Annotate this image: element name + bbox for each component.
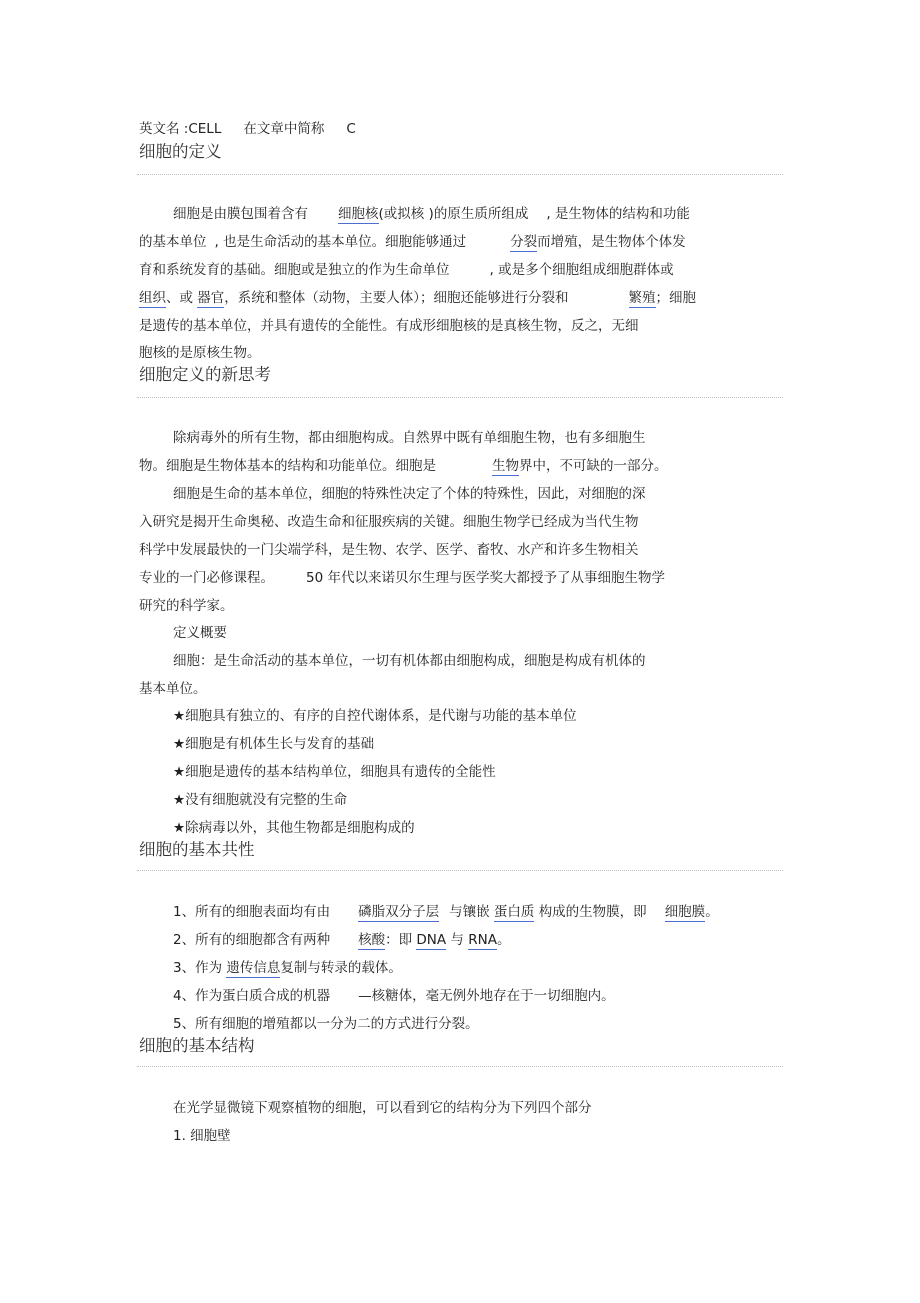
list-item: 5、所有细胞的增殖都以一分为二的方式进行分裂。: [173, 1016, 479, 1032]
divider: [137, 870, 783, 871]
paragraph-line: 在光学显微镜下观察植物的细胞，可以看到它的结构分为下列四个部分: [173, 1100, 592, 1116]
list-item: [173, 959, 402, 977]
paragraph-line: [173, 205, 690, 223]
star-item: ★没有细胞就没有完整的生命: [173, 792, 348, 808]
text: 构成的生物膜，即: [538, 904, 647, 920]
text: (或拟核 )的原生质所组成: [378, 206, 529, 222]
link-tissue[interactable]: 组织: [139, 290, 166, 306]
link-nucleus[interactable]: 细胞核: [338, 206, 379, 222]
subheading: 定义概要: [173, 625, 227, 641]
divider: [137, 174, 783, 175]
list-item: [173, 987, 615, 1005]
text: 与镶嵌: [449, 904, 490, 920]
name-line: [139, 120, 356, 138]
link-nucleic-acid[interactable]: 核酸: [358, 932, 386, 948]
paragraph-line: 基本单位。: [139, 681, 207, 697]
text: 与: [450, 932, 464, 948]
english-name: 英文名 :CELL: [139, 121, 222, 137]
text: , 或是多个细胞组成细胞群体或: [489, 262, 674, 278]
link-protein[interactable]: 蛋白质: [493, 904, 535, 920]
link-organ[interactable]: 器官: [197, 290, 225, 306]
text: 育和系统发育的基础。细胞或是独立的作为生命单位: [139, 262, 450, 278]
paragraph-line: 细胞：是生命活动的基本单位，一切有机体都由细胞构成，细胞是构成有机体的: [173, 653, 646, 669]
text: ：即: [385, 932, 413, 948]
text: 复制与转录的载体。: [280, 960, 402, 976]
text: ，系统和整体（动物，主要人体）；细胞还能够进行分裂和: [224, 290, 569, 306]
text: 50 年代以来诺贝尔生理与医学奖大都授予了从事细胞生物学: [306, 570, 665, 586]
divider: [137, 1066, 783, 1067]
paragraph-line: 除病毒外的所有生物，都由细胞构成。自然界中既有单细胞生物，也有多细胞生: [173, 430, 646, 446]
text: 细胞是由膜包围着含有: [173, 206, 308, 222]
section-heading: 细胞的基本共性: [139, 840, 255, 859]
paragraph-line: [139, 457, 668, 475]
list-item: [173, 931, 510, 949]
paragraph-line: [139, 569, 665, 587]
star-item: ★细胞是有机体生长与发育的基础: [173, 736, 375, 752]
text: —核糖体，毫无例外地存在于一切细胞内。: [358, 988, 615, 1004]
list-item: [173, 903, 719, 921]
text: ；细胞: [655, 290, 697, 306]
paragraph-line: [139, 261, 674, 279]
text: 。: [705, 904, 719, 920]
text: 的基本单位: [139, 234, 207, 250]
text: 1、所有的细胞表面均有由: [173, 904, 331, 920]
paragraph-line: [139, 233, 686, 251]
link-dna[interactable]: DNA: [416, 932, 447, 948]
text: , 也是生命活动的基本单位。细胞能够通过: [214, 234, 467, 250]
section-heading: 细胞定义的新思考: [139, 365, 271, 384]
text: 而增殖，是生物体个体发: [537, 234, 686, 250]
link-rna[interactable]: RNA: [468, 932, 497, 948]
paragraph-line: 研究的科学家。: [139, 598, 234, 614]
link-phospholipid[interactable]: 磷脂双分子层: [358, 904, 440, 920]
abbr-label: 在文章中简称: [243, 121, 325, 137]
link-organism[interactable]: 生物: [492, 458, 519, 474]
star-item: ★细胞是遗传的基本结构单位，细胞具有遗传的全能性: [173, 764, 496, 780]
text: , 是生物体的结构和功能: [546, 206, 690, 222]
section-heading: 细胞的基本结构: [139, 1036, 255, 1055]
link-reproduction[interactable]: 繁殖: [628, 290, 656, 306]
link-division[interactable]: 分裂: [510, 234, 538, 250]
section-heading: 细胞的定义: [139, 142, 222, 161]
text: 。: [496, 932, 511, 948]
text: 4、作为蛋白质合成的机器: [173, 988, 331, 1004]
text: 2、所有的细胞都含有两种: [173, 932, 331, 948]
paragraph-line: 入研究是揭开生命奥秘、改造生命和征服疾病的关键。细胞生物学已经成为当代生物: [139, 514, 639, 530]
text: 界中，不可缺的一部分。: [519, 458, 668, 474]
abbr-value: C: [346, 121, 356, 137]
text: 物。细胞是生物体基本的结构和功能单位。细胞是: [139, 458, 436, 474]
text: 专业的一门必修课程。: [139, 570, 274, 586]
paragraph-line: 科学中发展最快的一门尖端学科，是生物、农学、医学、畜牧、水产和许多生物相关: [139, 542, 639, 558]
star-item: ★除病毒以外，其他生物都是细胞构成的: [173, 820, 415, 836]
link-membrane[interactable]: 细胞膜: [664, 904, 706, 920]
star-item: ★细胞具有独立的、有序的自控代谢体系，是代谢与功能的基本单位: [173, 708, 577, 724]
paragraph-line: 胞核的是原核生物。: [139, 345, 261, 361]
paragraph-line: 是遗传的基本单位，并具有遗传的全能性。有成形细胞核的是真核生物，反之，无细: [139, 318, 639, 334]
divider: [137, 397, 783, 398]
link-genetic-info[interactable]: 遗传信息: [226, 960, 281, 976]
text: 、或: [166, 290, 193, 306]
paragraph-line: 细胞是生命的基本单位，细胞的特殊性决定了个体的特殊性，因此，对细胞的深: [173, 486, 646, 502]
text: 3、作为: [173, 960, 223, 976]
list-item: 1. 细胞壁: [173, 1128, 231, 1144]
paragraph-line: [139, 289, 696, 307]
